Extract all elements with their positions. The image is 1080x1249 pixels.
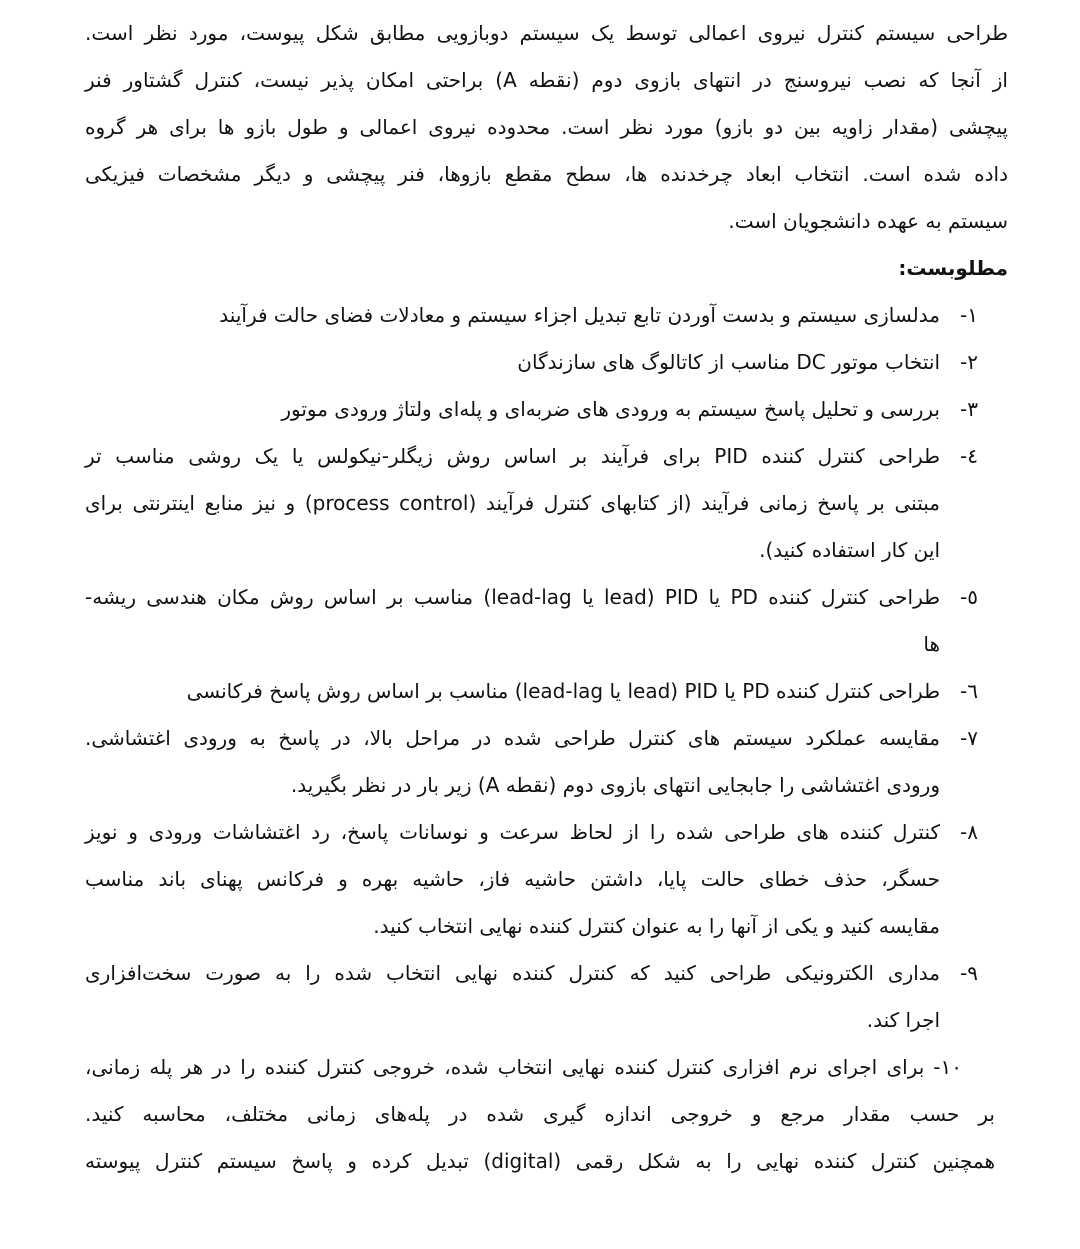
item-line: حسگر، حذف خطای حالت پایا، داشتن حاشیه فاز، حاشیه بهره و فرکانس پهنای باند مناسب [85, 867, 940, 891]
item-line: طراحی کنترل کننده PID برای فرآیند بر اساس روش زیگلر-نیکولس یا یک روشی مناسب تر [85, 444, 941, 468]
list-item-6 [85, 668, 978, 715]
item-text [85, 809, 940, 950]
item-line-text: برای اجرای نرم افزاری کنترل کننده نهایی انتخاب شده، خروجی کنترل کننده را در هر پله زمانی، [85, 1055, 925, 1079]
item-line: مدلسازی سیستم و بدست آوردن تابع تبدیل اجزاء سیستم و معادلات فضای حالت فرآیند [219, 303, 940, 327]
item-number: ۲- [960, 350, 978, 374]
item-line: طراحی کنترل کننده PD یا PID (lead یا lead-lag) مناسب بر اساس روش پاسخ فرکانسی [186, 679, 940, 703]
item-number: ۱۰- [933, 1055, 962, 1079]
item-line: مبتنی بر پاسخ زمانی فرآیند (از کتابهای کنترل فرآیند (process control) و نیز منابع اینترنتی برای [85, 491, 940, 515]
item-line: طراحی کنترل کننده PD یا PID (lead یا lead-lag) مناسب بر اساس روش مکان هندسی ریشه- [85, 585, 941, 609]
item-number: ٥- [960, 585, 978, 609]
item-text [85, 292, 940, 339]
item-line [85, 1044, 995, 1091]
intro-line: پیچشی (مقدار زاویه بین دو بازو) مورد نظر است. محدوده نیروی اعمالی و طول بازو ها برای هر گروه [85, 115, 1008, 139]
item-number: ۷- [960, 726, 978, 750]
list-item-3 [85, 386, 978, 433]
item-line: این کار استفاده کنید). [759, 538, 940, 562]
item-line: ورودی اغتشاشی را جابجایی انتهای بازوی دوم (نقطه A) زیر بار در نظر بگیرید. [290, 773, 940, 797]
requirements-list [85, 292, 1008, 1185]
item-text [85, 950, 940, 1044]
list-item-1 [85, 292, 978, 339]
item-line: مداری الکترونیکی طراحی کنید که کنترل کننده نهایی انتخاب شده را به صورت سخت‌افزاری [85, 961, 940, 985]
intro-line: طراحی سیستم کنترل نیروی اعمالی توسط یک سیستم دوبازویی مطابق شکل پیوست، مورد نظر است. [85, 21, 1008, 45]
item-number: ۳- [960, 397, 978, 421]
list-item-9 [85, 950, 978, 1044]
intro-line: سیستم به عهده دانشجویان است. [728, 209, 1008, 233]
document-page [85, 10, 1008, 1185]
item-text [85, 339, 940, 386]
intro-line: از آنجا که نصب نیروسنج در انتهای بازوی دوم (نقطه A) براحتی امکان پذیر نیست، کنترل گشتاور فنر [85, 68, 1008, 92]
item-text [85, 574, 940, 668]
list-item-10 [85, 1044, 995, 1185]
item-number: ٤- [960, 444, 978, 468]
intro-line: داده شده است. انتخاب ابعاد چرخدنده ها، سطح مقطع بازوها، فنر پیچشی و دیگر مشخصات فیزیکی [85, 162, 1008, 186]
item-line: بر حسب مقدار مرجع و خروجی اندازه گیری شده در پله‌های زمانی مختلف، محاسبه کنید. [85, 1102, 995, 1126]
list-item-7 [85, 715, 978, 809]
item-line: بررسی و تحلیل پاسخ سیستم به ورودی های ضربه‌ای و پله‌ای ولتاژ ورودی موتور [281, 397, 940, 421]
item-text [85, 433, 940, 574]
item-text [85, 386, 940, 433]
item-line: مقایسه عملکرد سیستم های کنترل طراحی شده در مراحل بالا، در پاسخ به ورودی اغتشاشی. [85, 726, 940, 750]
item-line: کنترل کننده های طراحی شده را از لحاظ سرعت و نوسانات پاسخ، رد اغتشاشات ورودی و نویز [85, 820, 940, 844]
requirements-heading: مطلوبست: [898, 256, 1008, 280]
item-line: ها [923, 632, 940, 656]
list-item-2 [85, 339, 978, 386]
list-item-5 [85, 574, 978, 668]
list-item-8 [85, 809, 978, 950]
item-number: ۸- [960, 820, 978, 844]
item-line: همچنین کنترل کننده نهایی را به شکل رقمی (digital) تبدیل کرده و پاسخ سیستم کنترل پیوسته [85, 1149, 995, 1173]
item-number: ٦- [960, 679, 978, 703]
item-text [85, 668, 940, 715]
item-number: ۱- [960, 303, 978, 327]
list-item-4 [85, 433, 978, 574]
item-number: ۹- [960, 961, 978, 985]
item-line: مقایسه کنید و یکی از آنها را به عنوان کنترل کننده نهایی انتخاب کنید. [373, 914, 940, 938]
item-line: انتخاب موتور DC مناسب از کاتالوگ های سازندگان [517, 350, 940, 374]
item-line: اجرا کند. [866, 1008, 940, 1032]
item-text [85, 715, 940, 809]
intro-paragraph [85, 10, 1008, 245]
